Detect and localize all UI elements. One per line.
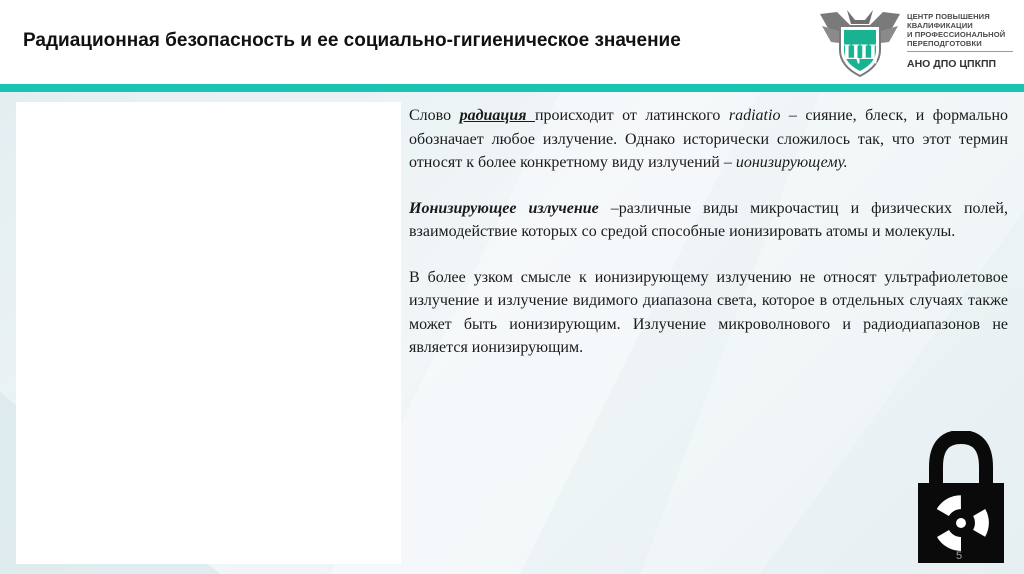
radiation-lock-icon (918, 431, 1004, 563)
term-radiation: радиация (459, 107, 535, 124)
paragraph-ionizing-definition: Ионизирующее излучение –различные виды микрочастиц и физических полей, взаимодействие которых со средой способные ионизировать атомы и молекулы. (409, 199, 1008, 240)
slide-title: Радиационная безопасность и ее социально-гигиеническое значение (23, 30, 681, 51)
logo-divider (907, 51, 1013, 52)
slide-header (0, 0, 1024, 84)
paragraph-narrow-sense: В более узком смысле к ионизирующему излучению не относят ультрафиолетовое излучение и излучение видимого диапазона света, которое в отдельных случаях также может быть ионизирующим. Излучение микроволнового и радиодиапазонов не является ионизирующим. (409, 268, 1008, 356)
emphasis-ionizing: ионизирующему. (735, 154, 848, 171)
latin-word: radiatio (728, 107, 781, 124)
body-text (409, 104, 1008, 382)
logo-line: ЦЕНТР ПОВЫШЕНИЯ (907, 12, 990, 21)
image-placeholder (16, 102, 401, 564)
logo-caption (907, 12, 1005, 48)
logo-org-name: АНО ДПО ЦПКПП (907, 58, 997, 70)
page-number: 5 (956, 550, 963, 562)
header-accent-bar (0, 84, 1024, 92)
organization-logo (817, 4, 1017, 80)
logo-line: КВАЛИФИКАЦИИ (907, 21, 973, 30)
paragraph-radiation-definition: Слово радиация происходит от латинского radiatio – сияние, блеск, и формально обозначает любое излучение. Однако исторически сложилось так, что этот термин относят к более конкретному виду излучений – ионизирующему. (409, 107, 1009, 171)
logo-line: ПЕРЕПОДГОТОВКИ (907, 39, 982, 48)
term-ionizing-radiation: Ионизирующее излучение (409, 199, 611, 217)
slide-content (0, 92, 1024, 574)
logo-line: И ПРОФЕССИОНАЛЬНОЙ (907, 30, 1006, 39)
owl-emblem-icon (817, 4, 903, 80)
emblem-letters: ЦЦ (842, 39, 878, 64)
